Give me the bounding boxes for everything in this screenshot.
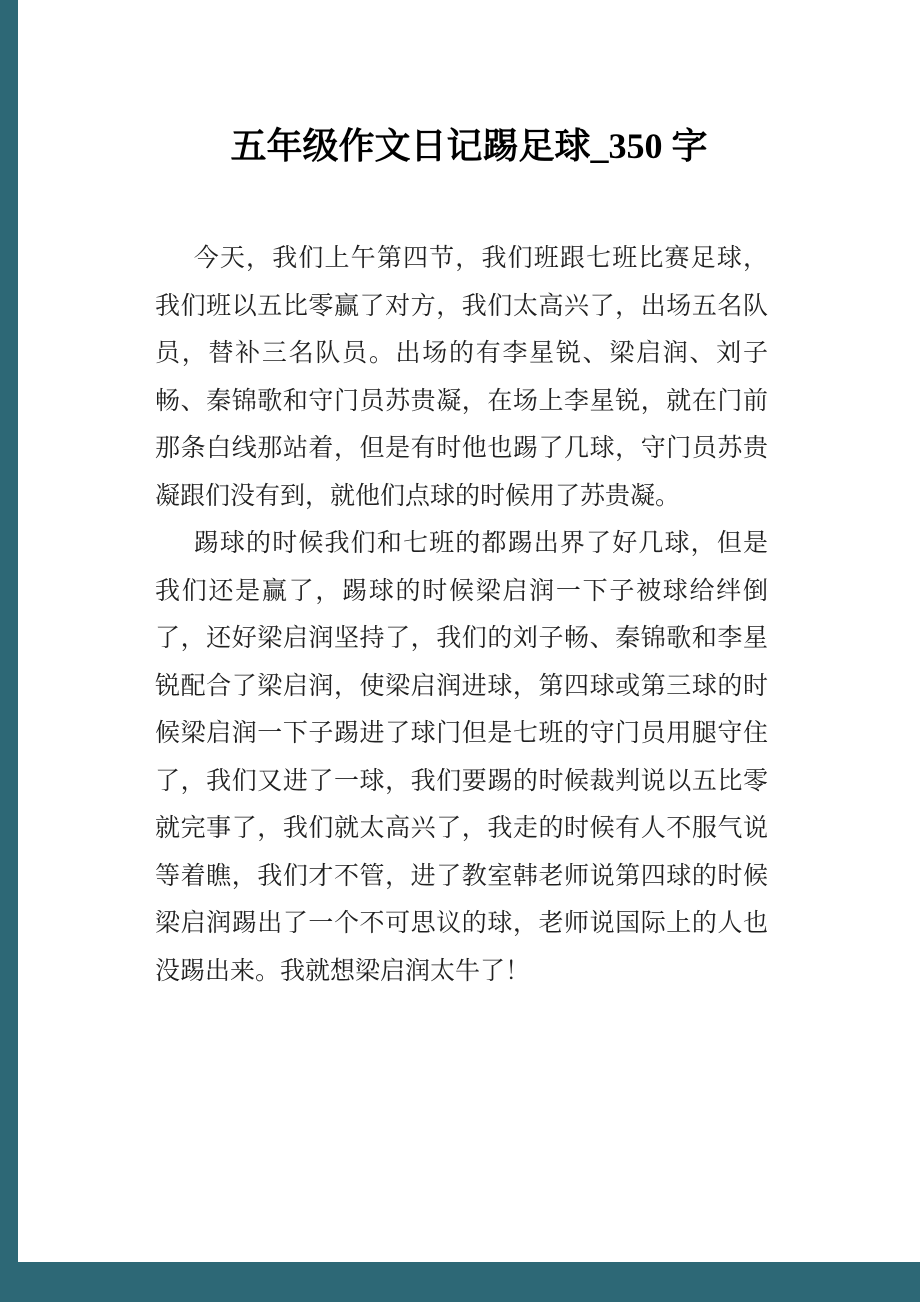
page-title: 五年级作文日记踢足球_350 字 xyxy=(230,126,708,166)
document-body xyxy=(155,235,768,995)
left-border-strip xyxy=(0,0,18,1302)
bottom-border-strip xyxy=(0,1262,920,1302)
paragraph-1: 今天，我们上午第四节，我们班跟七班比赛足球，我们班以五比零赢了对方，我们太高兴了，出场五名队员，替补三名队员。出场的有李星锐、梁启润、刘子畅、秦锦歌和守门员苏贵凝，在场上李星锐，就在门前那条白线那站着，但是有时他也踢了几球，守门员苏贵凝跟们没有到，就他们点球的时候用了苏贵凝。 xyxy=(155,245,768,510)
paragraph-2: 踢球的时候我们和七班的都踢出界了好几球，但是我们还是赢了，踢球的时候梁启润一下子被球给绊倒了，还好梁启润坚持了，我们的刘子畅、秦锦歌和李星锐配合了梁启润，使梁启润进球，第四球或第三球的时候梁启润一下子踢进了球门但是七班的守门员用腿守住了，我们又进了一球，我们要踢的时候裁判说以五比零就完事了，我们就太高兴了，我走的时候有人不服气说等着瞧，我们才不管，进了教室韩老师说第四球的时候梁启润踢出了一个不可思议的球，老师说国际上的人也没踢出来。我就想梁启润太牛了！ xyxy=(155,530,768,985)
document-page xyxy=(18,0,920,1262)
